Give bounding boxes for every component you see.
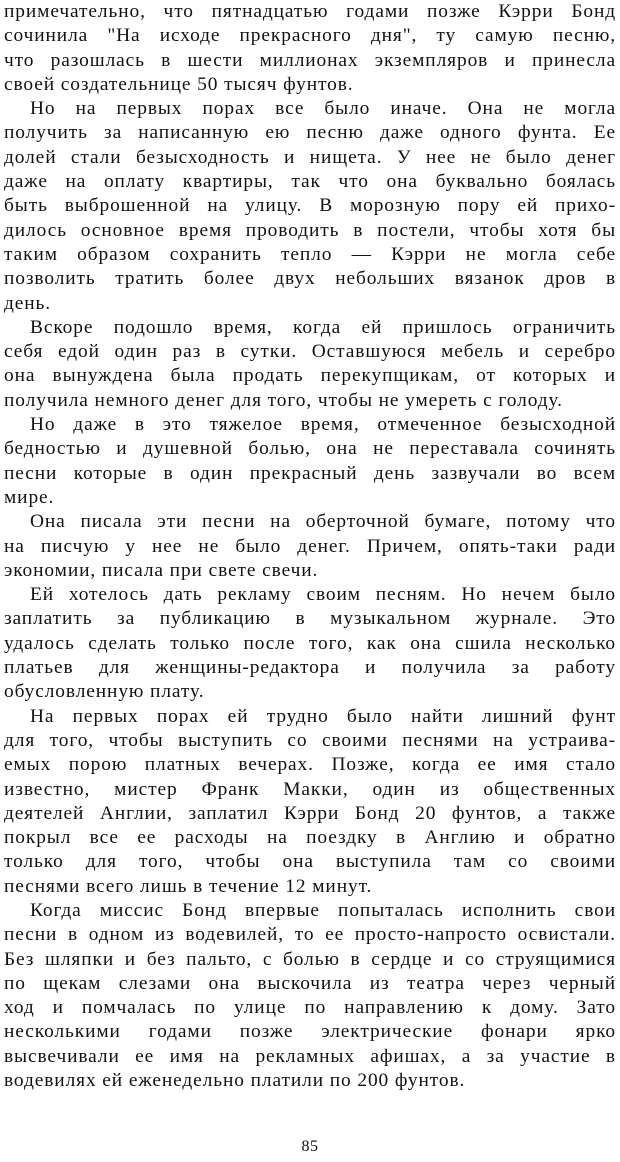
text-line: своей создательнице 50 тысяч фунтов. xyxy=(4,73,354,95)
text-line: Без шляпки и без пальто, с болью в сердце и со струящимися xyxy=(4,948,616,970)
text-line: высвечивали ее имя на рекламных афишах, а за участие в xyxy=(4,1045,616,1067)
text-line: даже на оплату квартиры, так что она буквально боялась xyxy=(4,171,616,193)
text-line: обусловленную плату. xyxy=(4,681,205,703)
text-line: Но на первых порах все было иначе. Она не могла xyxy=(30,98,616,120)
text-line: примечательно, что пятнадцатью годами позже Кэрри Бонд xyxy=(4,1,616,22)
text-line: только для того, чтобы она выступила там со своими xyxy=(4,851,616,873)
text-line: получила немного денег для того, чтобы не умереть с голоду. xyxy=(4,389,563,411)
text-line: по щекам слезами она выскочила из театра через черный xyxy=(4,972,616,994)
text-line: песни в одном из водевилей, то ее просто-напросто освистали. xyxy=(4,924,616,946)
text-line: дилось основное время проводить в постели, чтобы хотя бы xyxy=(4,219,616,241)
text-line: экономии, писала при свете свечи. xyxy=(4,559,319,581)
text-line: несколькими годами позже электрические фонари ярко xyxy=(4,1021,616,1043)
text-line: Она писала эти песни на оберточной бумаге, потому что xyxy=(30,511,616,533)
text-line: получить за написанную ею песню даже одного фунта. Ее xyxy=(4,122,616,144)
text-line: таким образом сохранить тепло — Кэрри не могла себе xyxy=(4,243,616,265)
text-line: Когда миссис Бонд впервые попыталась исполнить свои xyxy=(30,899,616,921)
text-line: мире. xyxy=(4,486,55,508)
text-line: покрыл все ее расходы на поездку в Англию и обратно xyxy=(4,827,616,849)
page-number: 85 xyxy=(301,1138,319,1155)
text-line: платьев для женщины-редактора и получила за работу xyxy=(4,657,616,679)
text-line: емых порою платных вечерах. Позже, когда ее имя стало xyxy=(4,754,616,776)
text-line: для того, чтобы выступить со своими песнями на устраива- xyxy=(4,729,616,751)
text-line: она вынуждена была продать перекупщикам, от которых и xyxy=(4,365,616,387)
text-line: долей стали безысходность и нищета. У нее не было денег xyxy=(4,146,616,168)
text-line: ход и помчалась по улице по направлению к дому. Зато xyxy=(4,997,616,1019)
text-line: быть выброшенной на улицу. В морозную пору ей прихо- xyxy=(4,195,616,217)
text-line: себя едой один раз в сутки. Оставшуюся мебель и серебро xyxy=(4,341,616,363)
text-line: день. xyxy=(4,292,52,314)
text-line: Но даже в это тяжелое время, отмеченное безысходной xyxy=(30,414,616,436)
text-line: Вскоре подошло время, когда ей пришлось ограничить xyxy=(30,316,616,338)
text-line: сочинила "На исходе прекрасного дня", ту самую песню, xyxy=(4,25,616,47)
text-line: известно, мистер Франк Макки, один из общественных xyxy=(4,778,616,800)
text-line: На первых порах ей трудно было найти лишний фунт xyxy=(30,705,616,727)
text-line: позволить тратить более двух небольших вязанок дров в xyxy=(4,268,616,290)
text-line: что разошлась в шести миллионах экземпляров и принесла xyxy=(4,49,616,71)
text-line: деятелей Англии, заплатил Кэрри Бонд 20 фунтов, а также xyxy=(4,802,616,824)
text-line: заплатить за публикацию в музыкальном журнале. Это xyxy=(4,608,616,630)
text-line: бедностью и душевной болью, она не переставала сочинять xyxy=(4,438,616,460)
text-line: Ей хотелось дать рекламу своим песням. Но нечем было xyxy=(30,584,616,606)
text-line: на писчую у нее не было денег. Причем, опять-таки ради xyxy=(4,535,616,557)
body-text xyxy=(4,0,616,1093)
text-line: удалось сделать только после того, как она сшила несколько xyxy=(4,632,616,654)
text-line: песнями всего лишь в течение 12 минут. xyxy=(4,875,373,897)
text-line: песни которые в один прекрасный день зазвучали во всем xyxy=(4,462,616,484)
text-line: водевилях ей еженедельно платили по 200 фунтов. xyxy=(4,1070,466,1092)
